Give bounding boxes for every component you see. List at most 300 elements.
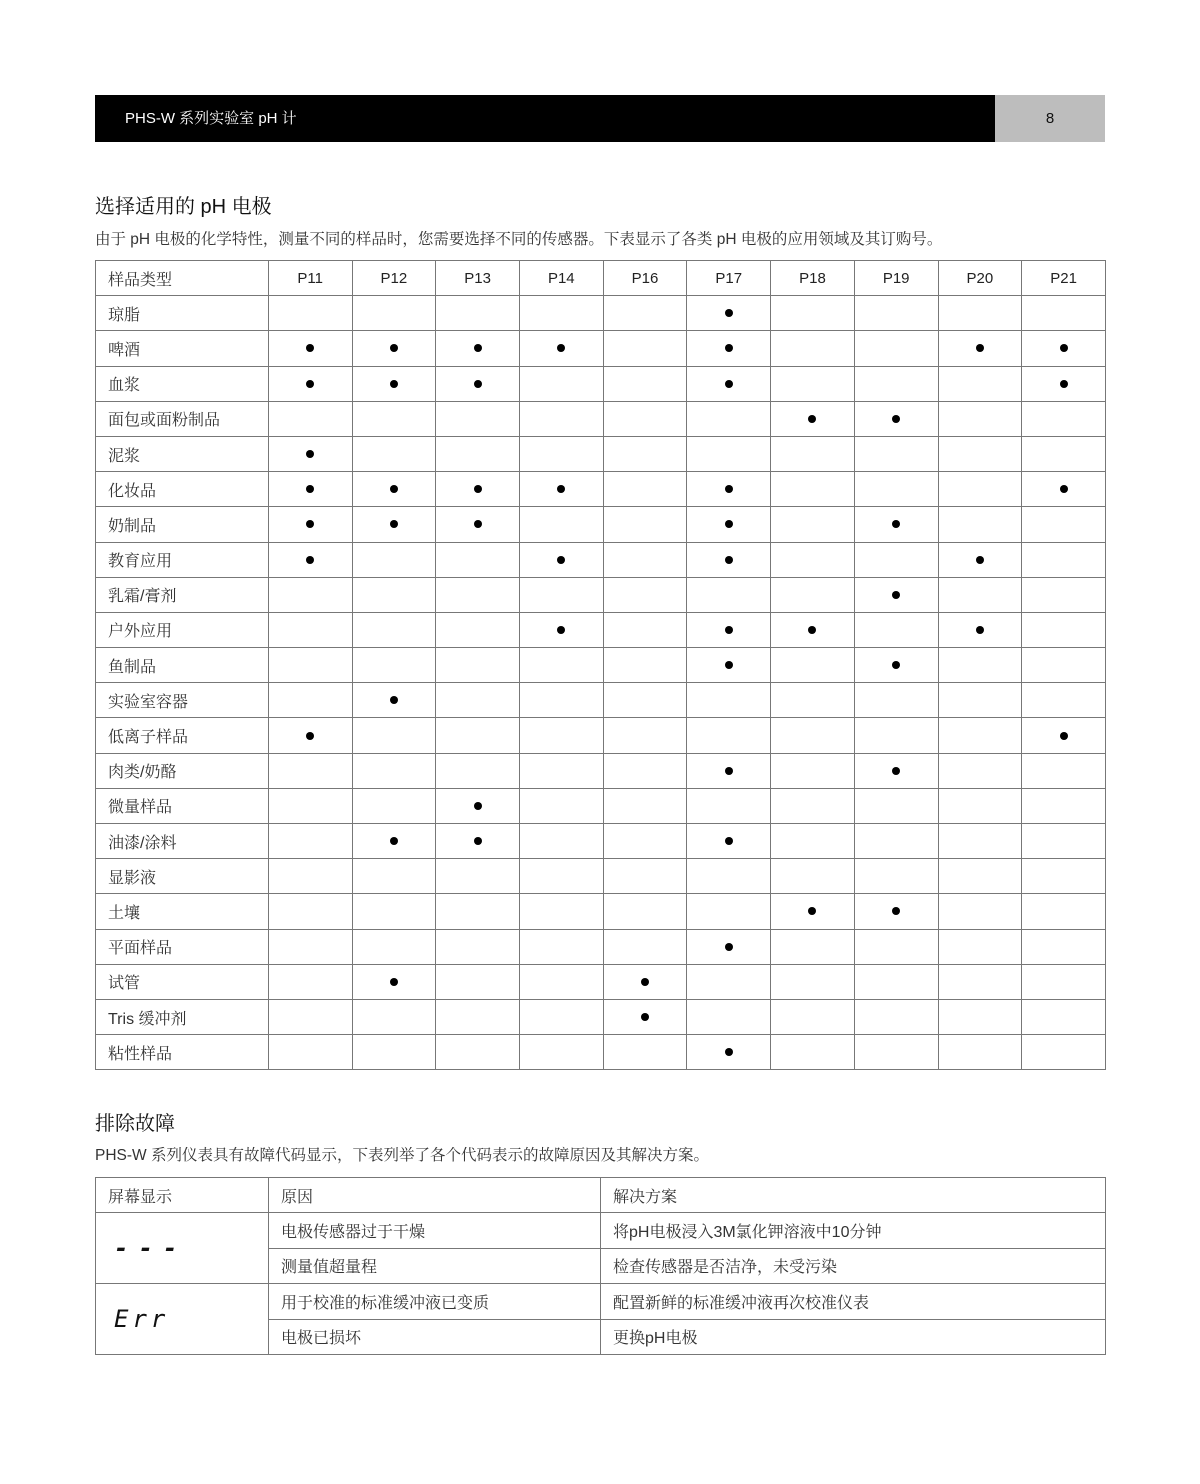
compatibility-cell xyxy=(352,296,436,331)
compatibility-cell xyxy=(268,1035,352,1070)
bullet-dot-icon xyxy=(306,732,314,740)
compatibility-cell xyxy=(436,366,520,401)
sample-type-label: 低离子样品 xyxy=(96,718,269,753)
compatibility-cell xyxy=(938,436,1022,471)
compatibility-cell xyxy=(436,964,520,999)
compatibility-cell xyxy=(1022,683,1106,718)
sample-type-label: 乳霜/膏剂 xyxy=(96,577,269,612)
bullet-dot-icon xyxy=(808,626,816,634)
compatibility-cell xyxy=(268,999,352,1034)
cause-cell: 测量值超量程 xyxy=(269,1248,601,1283)
document-title: PHS-W 系列实验室 pH 计 xyxy=(95,95,995,142)
table-row xyxy=(96,999,1106,1034)
table-row xyxy=(96,964,1106,999)
compatibility-cell xyxy=(771,612,855,647)
compatibility-cell xyxy=(603,366,687,401)
compatibility-cell xyxy=(603,753,687,788)
compatibility-cell xyxy=(1022,507,1106,542)
compatibility-cell xyxy=(352,507,436,542)
compatibility-cell xyxy=(436,859,520,894)
bullet-dot-icon xyxy=(474,380,482,388)
compatibility-cell xyxy=(938,718,1022,753)
compatibility-cell xyxy=(268,472,352,507)
compatibility-cell xyxy=(268,296,352,331)
column-header-electrode: P11 xyxy=(268,261,352,296)
compatibility-cell xyxy=(603,683,687,718)
compatibility-cell xyxy=(854,859,938,894)
compatibility-cell xyxy=(1022,331,1106,366)
compatibility-cell xyxy=(687,929,771,964)
compatibility-cell xyxy=(1022,859,1106,894)
bullet-dot-icon xyxy=(390,837,398,845)
bullet-dot-icon xyxy=(976,626,984,634)
compatibility-cell xyxy=(519,824,603,859)
table-row xyxy=(96,577,1106,612)
compatibility-cell xyxy=(771,824,855,859)
compatibility-cell xyxy=(352,718,436,753)
sample-type-label: 啤酒 xyxy=(96,331,269,366)
compatibility-cell xyxy=(268,507,352,542)
compatibility-cell xyxy=(771,683,855,718)
sample-type-label: 油漆/涂料 xyxy=(96,824,269,859)
compatibility-cell xyxy=(268,401,352,436)
compatibility-cell xyxy=(268,964,352,999)
column-header-cause: 原因 xyxy=(269,1178,601,1213)
compatibility-cell xyxy=(938,683,1022,718)
compatibility-cell xyxy=(854,718,938,753)
compatibility-cell xyxy=(687,1035,771,1070)
compatibility-cell xyxy=(687,753,771,788)
compatibility-cell xyxy=(1022,472,1106,507)
sample-type-label: 琼脂 xyxy=(96,296,269,331)
compatibility-cell xyxy=(436,577,520,612)
compatibility-cell xyxy=(519,683,603,718)
table-row xyxy=(96,472,1106,507)
bullet-dot-icon xyxy=(474,520,482,528)
compatibility-cell xyxy=(938,296,1022,331)
compatibility-cell xyxy=(436,296,520,331)
table-row xyxy=(96,507,1106,542)
sample-type-label: 肉类/奶酪 xyxy=(96,753,269,788)
column-header-electrode: P19 xyxy=(854,261,938,296)
compatibility-cell xyxy=(268,788,352,823)
compatibility-cell xyxy=(938,859,1022,894)
compatibility-cell xyxy=(1022,824,1106,859)
compatibility-cell xyxy=(603,788,687,823)
column-header-electrode: P17 xyxy=(687,261,771,296)
compatibility-cell xyxy=(352,648,436,683)
compatibility-cell xyxy=(519,894,603,929)
compatibility-cell xyxy=(1022,788,1106,823)
compatibility-cell xyxy=(771,788,855,823)
bullet-dot-icon xyxy=(808,415,816,423)
compatibility-cell xyxy=(938,999,1022,1034)
compatibility-cell xyxy=(854,436,938,471)
compatibility-cell xyxy=(771,964,855,999)
compatibility-cell xyxy=(603,964,687,999)
compatibility-cell xyxy=(603,718,687,753)
compatibility-cell xyxy=(603,1035,687,1070)
cause-cell: 电极已损坏 xyxy=(269,1319,601,1354)
sample-type-label: 平面样品 xyxy=(96,929,269,964)
bullet-dot-icon xyxy=(892,661,900,669)
compatibility-cell xyxy=(938,542,1022,577)
compatibility-cell xyxy=(1022,542,1106,577)
bullet-dot-icon xyxy=(892,591,900,599)
compatibility-cell xyxy=(854,824,938,859)
bullet-dot-icon xyxy=(474,344,482,352)
compatibility-cell xyxy=(771,999,855,1034)
compatibility-cell xyxy=(687,436,771,471)
sample-type-label: 血浆 xyxy=(96,366,269,401)
compatibility-cell xyxy=(519,577,603,612)
compatibility-cell xyxy=(519,612,603,647)
table-row xyxy=(96,401,1106,436)
bullet-dot-icon xyxy=(892,767,900,775)
bullet-dot-icon xyxy=(725,344,733,352)
compatibility-cell xyxy=(771,472,855,507)
compatibility-cell xyxy=(268,894,352,929)
compatibility-cell xyxy=(352,577,436,612)
compatibility-cell xyxy=(938,507,1022,542)
bullet-dot-icon xyxy=(725,661,733,669)
solution-cell: 更换pH电极 xyxy=(601,1319,1106,1354)
compatibility-cell xyxy=(352,542,436,577)
compatibility-cell xyxy=(687,401,771,436)
compatibility-cell xyxy=(603,859,687,894)
compatibility-cell xyxy=(854,1035,938,1070)
table-row xyxy=(96,859,1106,894)
compatibility-cell xyxy=(938,788,1022,823)
bullet-dot-icon xyxy=(306,556,314,564)
compatibility-cell xyxy=(268,577,352,612)
compatibility-cell xyxy=(603,648,687,683)
column-header-sample-type: 样品类型 xyxy=(96,261,269,296)
compatibility-cell xyxy=(771,577,855,612)
table-row xyxy=(96,718,1106,753)
compatibility-cell xyxy=(436,824,520,859)
compatibility-cell xyxy=(436,999,520,1034)
compatibility-cell xyxy=(938,331,1022,366)
compatibility-cell xyxy=(603,436,687,471)
compatibility-cell xyxy=(687,472,771,507)
compatibility-cell xyxy=(268,753,352,788)
table-row xyxy=(96,366,1106,401)
bullet-dot-icon xyxy=(1060,485,1068,493)
compatibility-cell xyxy=(1022,296,1106,331)
compatibility-cell xyxy=(603,929,687,964)
compatibility-cell xyxy=(352,859,436,894)
table-row xyxy=(96,331,1106,366)
table-header-row xyxy=(96,1178,1106,1213)
column-header-electrode: P13 xyxy=(436,261,520,296)
compatibility-cell xyxy=(352,612,436,647)
column-header-electrode: P14 xyxy=(519,261,603,296)
bullet-dot-icon xyxy=(557,485,565,493)
compatibility-cell xyxy=(1022,999,1106,1034)
bullet-dot-icon xyxy=(1060,380,1068,388)
compatibility-cell xyxy=(771,1035,855,1070)
compatibility-cell xyxy=(687,894,771,929)
compatibility-cell xyxy=(519,929,603,964)
compatibility-cell xyxy=(854,683,938,718)
compatibility-cell xyxy=(519,507,603,542)
compatibility-cell xyxy=(938,612,1022,647)
sample-type-label: 泥浆 xyxy=(96,436,269,471)
bullet-dot-icon xyxy=(725,485,733,493)
troubleshoot-section-title: 排除故障 xyxy=(95,1113,175,1135)
table-row xyxy=(96,436,1106,471)
compatibility-cell xyxy=(436,612,520,647)
compatibility-cell xyxy=(854,929,938,964)
bullet-dot-icon xyxy=(474,802,482,810)
compatibility-cell xyxy=(519,366,603,401)
compatibility-cell xyxy=(854,753,938,788)
bullet-dot-icon xyxy=(725,556,733,564)
compatibility-cell xyxy=(771,929,855,964)
compatibility-cell xyxy=(519,1035,603,1070)
compatibility-cell xyxy=(771,542,855,577)
compatibility-cell xyxy=(687,366,771,401)
compatibility-cell xyxy=(854,542,938,577)
bullet-dot-icon xyxy=(474,837,482,845)
compatibility-cell xyxy=(854,401,938,436)
compatibility-cell xyxy=(352,1035,436,1070)
bullet-dot-icon xyxy=(725,380,733,388)
compatibility-cell xyxy=(519,999,603,1034)
compatibility-cell xyxy=(771,296,855,331)
column-header-solution: 解决方案 xyxy=(601,1178,1106,1213)
compatibility-cell xyxy=(1022,894,1106,929)
compatibility-cell xyxy=(603,401,687,436)
compatibility-cell xyxy=(687,577,771,612)
electrode-section-description: 由于 pH 电极的化学特性，测量不同的样品时，您需要选择不同的传感器。下表显示了各类 pH 电极的应用领域及其订购号。 xyxy=(95,231,943,248)
compatibility-cell xyxy=(519,296,603,331)
electrode-section-title: 选择适用的 pH 电极 xyxy=(95,196,272,218)
bullet-dot-icon xyxy=(1060,732,1068,740)
table-header-row xyxy=(96,261,1106,296)
compatibility-cell xyxy=(603,507,687,542)
compatibility-cell xyxy=(938,472,1022,507)
page-number: 8 xyxy=(995,95,1105,142)
compatibility-cell xyxy=(938,929,1022,964)
compatibility-cell xyxy=(268,612,352,647)
column-header-electrode: P20 xyxy=(938,261,1022,296)
compatibility-cell xyxy=(854,648,938,683)
troubleshoot-table xyxy=(95,1177,1106,1355)
compatibility-cell xyxy=(519,648,603,683)
compatibility-cell xyxy=(436,401,520,436)
compatibility-cell xyxy=(687,296,771,331)
compatibility-cell xyxy=(1022,366,1106,401)
compatibility-cell xyxy=(687,964,771,999)
bullet-dot-icon xyxy=(725,1048,733,1056)
compatibility-cell xyxy=(268,718,352,753)
compatibility-cell xyxy=(1022,1035,1106,1070)
column-header-electrode: P12 xyxy=(352,261,436,296)
compatibility-cell xyxy=(854,964,938,999)
compatibility-cell xyxy=(352,683,436,718)
sample-type-label: Tris 缓冲剂 xyxy=(96,999,269,1034)
compatibility-cell xyxy=(603,999,687,1034)
cause-cell: 电极传感器过于干燥 xyxy=(269,1213,601,1248)
column-header-electrode: P18 xyxy=(771,261,855,296)
compatibility-cell xyxy=(436,718,520,753)
table-row xyxy=(96,683,1106,718)
compatibility-cell xyxy=(687,859,771,894)
compatibility-cell xyxy=(519,542,603,577)
column-header-electrode: P16 xyxy=(603,261,687,296)
sample-type-label: 粘性样品 xyxy=(96,1035,269,1070)
bullet-dot-icon xyxy=(725,309,733,317)
bullet-dot-icon xyxy=(725,626,733,634)
compatibility-cell xyxy=(771,648,855,683)
page-header xyxy=(95,95,1105,142)
compatibility-cell xyxy=(352,964,436,999)
compatibility-cell xyxy=(771,507,855,542)
compatibility-cell xyxy=(854,577,938,612)
compatibility-cell xyxy=(938,753,1022,788)
compatibility-cell xyxy=(938,824,1022,859)
compatibility-cell xyxy=(854,788,938,823)
compatibility-cell xyxy=(352,366,436,401)
table-row xyxy=(96,824,1106,859)
compatibility-cell xyxy=(352,436,436,471)
compatibility-cell xyxy=(436,683,520,718)
compatibility-cell xyxy=(603,612,687,647)
compatibility-cell xyxy=(1022,401,1106,436)
compatibility-cell xyxy=(687,718,771,753)
compatibility-cell xyxy=(854,472,938,507)
bullet-dot-icon xyxy=(725,943,733,951)
compatibility-cell xyxy=(1022,648,1106,683)
compatibility-cell xyxy=(436,788,520,823)
compatibility-cell xyxy=(519,401,603,436)
compatibility-cell xyxy=(436,929,520,964)
bullet-dot-icon xyxy=(725,837,733,845)
compatibility-cell xyxy=(603,542,687,577)
lcd-display-code: Err xyxy=(96,1284,269,1355)
compatibility-cell xyxy=(268,542,352,577)
compatibility-cell xyxy=(603,331,687,366)
compatibility-cell xyxy=(687,824,771,859)
bullet-dot-icon xyxy=(306,344,314,352)
bullet-dot-icon xyxy=(390,696,398,704)
bullet-dot-icon xyxy=(725,520,733,528)
bullet-dot-icon xyxy=(557,344,565,352)
sample-type-label: 化妆品 xyxy=(96,472,269,507)
compatibility-cell xyxy=(436,331,520,366)
compatibility-cell xyxy=(268,436,352,471)
compatibility-cell xyxy=(771,718,855,753)
bullet-dot-icon xyxy=(808,907,816,915)
compatibility-cell xyxy=(268,366,352,401)
solution-cell: 配置新鲜的标准缓冲液再次校准仪表 xyxy=(601,1284,1106,1319)
compatibility-cell xyxy=(268,859,352,894)
table-row xyxy=(96,1035,1106,1070)
compatibility-cell xyxy=(352,894,436,929)
bullet-dot-icon xyxy=(976,344,984,352)
compatibility-cell xyxy=(519,964,603,999)
table-row xyxy=(96,929,1106,964)
compatibility-cell xyxy=(352,401,436,436)
table-row xyxy=(96,542,1106,577)
compatibility-cell xyxy=(436,894,520,929)
bullet-dot-icon xyxy=(725,767,733,775)
sample-type-label: 显影液 xyxy=(96,859,269,894)
compatibility-cell xyxy=(519,472,603,507)
compatibility-cell xyxy=(854,507,938,542)
compatibility-cell xyxy=(854,999,938,1034)
compatibility-cell xyxy=(687,331,771,366)
compatibility-cell xyxy=(436,753,520,788)
compatibility-cell xyxy=(1022,577,1106,612)
compatibility-cell xyxy=(436,1035,520,1070)
solution-cell: 检查传感器是否洁净，未受污染 xyxy=(601,1248,1106,1283)
table-row xyxy=(96,648,1106,683)
compatibility-cell xyxy=(268,648,352,683)
compatibility-cell xyxy=(519,436,603,471)
bullet-dot-icon xyxy=(390,520,398,528)
compatibility-cell xyxy=(771,436,855,471)
bullet-dot-icon xyxy=(557,556,565,564)
bullet-dot-icon xyxy=(641,1013,649,1021)
sample-type-label: 户外应用 xyxy=(96,612,269,647)
compatibility-cell xyxy=(603,472,687,507)
compatibility-cell xyxy=(687,507,771,542)
bullet-dot-icon xyxy=(306,485,314,493)
compatibility-cell xyxy=(1022,436,1106,471)
bullet-dot-icon xyxy=(1060,344,1068,352)
bullet-dot-icon xyxy=(474,485,482,493)
compatibility-cell xyxy=(603,824,687,859)
table-row xyxy=(96,753,1106,788)
compatibility-cell xyxy=(436,507,520,542)
compatibility-cell xyxy=(352,999,436,1034)
compatibility-cell xyxy=(687,788,771,823)
compatibility-cell xyxy=(771,753,855,788)
compatibility-cell xyxy=(1022,753,1106,788)
compatibility-cell xyxy=(352,472,436,507)
bullet-dot-icon xyxy=(306,450,314,458)
compatibility-cell xyxy=(436,472,520,507)
table-row xyxy=(96,296,1106,331)
compatibility-cell xyxy=(268,331,352,366)
sample-type-label: 土壤 xyxy=(96,894,269,929)
compatibility-cell xyxy=(1022,929,1106,964)
compatibility-cell xyxy=(854,366,938,401)
compatibility-cell xyxy=(519,753,603,788)
compatibility-cell xyxy=(352,824,436,859)
bullet-dot-icon xyxy=(390,344,398,352)
compatibility-cell xyxy=(938,648,1022,683)
compatibility-cell xyxy=(352,331,436,366)
troubleshoot-section-description: PHS-W 系列仪表具有故障代码显示，下表列举了各个代码表示的故障原因及其解决方案。 xyxy=(95,1147,709,1164)
bullet-dot-icon xyxy=(306,520,314,528)
compatibility-cell xyxy=(687,683,771,718)
compatibility-cell xyxy=(436,542,520,577)
compatibility-cell xyxy=(519,859,603,894)
lcd-display-code: --- xyxy=(96,1213,269,1284)
bullet-dot-icon xyxy=(641,978,649,986)
bullet-dot-icon xyxy=(892,520,900,528)
bullet-dot-icon xyxy=(557,626,565,634)
compatibility-cell xyxy=(771,366,855,401)
table-row xyxy=(96,788,1106,823)
bullet-dot-icon xyxy=(390,485,398,493)
compatibility-cell xyxy=(1022,964,1106,999)
compatibility-cell xyxy=(854,331,938,366)
